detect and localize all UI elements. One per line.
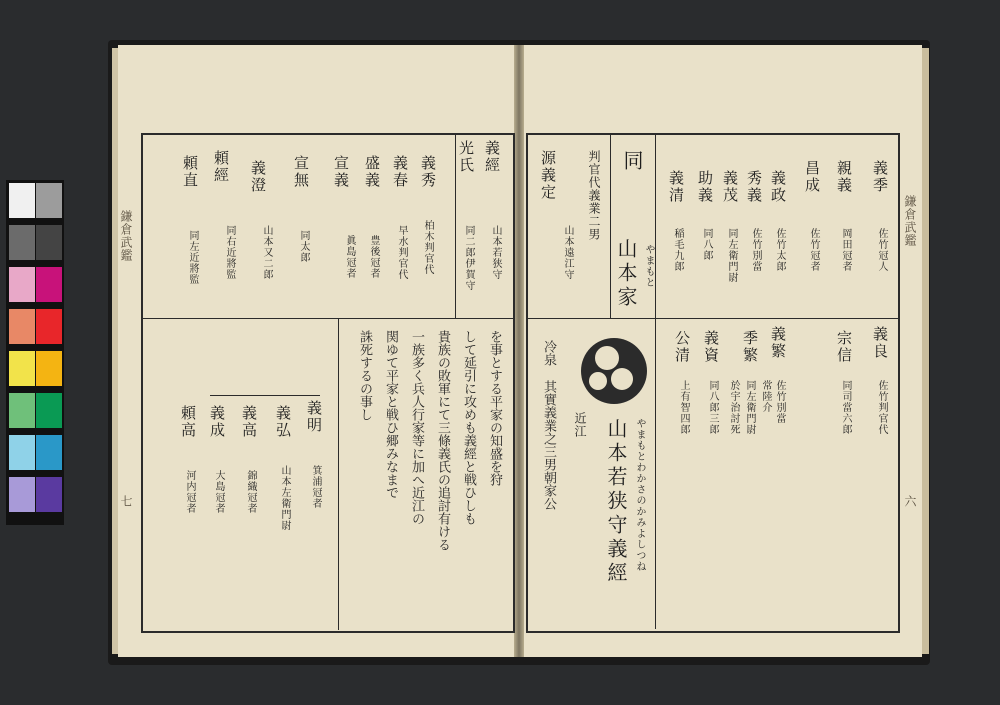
lineage-text: 其實義業之三男朝家公 <box>541 380 556 510</box>
title-3: 早水判官代 <box>396 225 407 280</box>
left-margin-title: 鎌倉武鑑 <box>119 210 133 262</box>
narrative-line-4: 関ゆて平家と戦ひ郷みなまで <box>383 330 398 499</box>
r2title-4: 同左衛門尉 <box>744 380 755 435</box>
name-yoshitaka: 義高 <box>240 405 258 439</box>
name-yoshihide: 義秀 <box>419 155 437 189</box>
checker-swatch <box>9 351 35 386</box>
r2title-5: 於宇治討死 <box>728 380 739 435</box>
name-moriyoshi: 盛義 <box>363 155 381 189</box>
color-checker <box>6 180 64 525</box>
r2title-3: 常陸介 <box>760 380 771 413</box>
title-0: 山本若狭守 <box>490 225 501 280</box>
rname2-1: 宗信 <box>835 330 853 364</box>
book-spine <box>514 45 524 657</box>
name-yoshizumi: 義澄 <box>249 160 267 194</box>
rname-5: 義茂 <box>721 170 739 204</box>
checker-swatch <box>36 435 62 470</box>
name-mitsuuji: 光氏 <box>457 140 475 174</box>
lord-name: 山本若狭守義經 <box>604 418 628 586</box>
ancestor-title: 山本遠江守 <box>562 225 573 280</box>
checker-swatch <box>9 267 35 302</box>
family-crest <box>581 338 647 404</box>
rname2-4: 義資 <box>702 330 720 364</box>
narrative-line-5: 誅死するの事し <box>357 330 372 421</box>
narrative-line-2: 貴族の敗軍にて三條義氏の追討有ける <box>435 330 450 551</box>
title-8: 同右近將監 <box>224 225 235 280</box>
ancestor-detail: 判官代義業二男 <box>587 150 601 241</box>
rtitle-2: 佐竹冠者 <box>808 228 819 272</box>
name-yoritsune: 頼經 <box>212 150 230 184</box>
name-yoshihiro: 義弘 <box>274 405 292 439</box>
house-reading: やまもと <box>643 244 654 288</box>
rtitle-6: 同八郎 <box>701 228 712 261</box>
right-column-divider-2 <box>610 133 611 319</box>
r2title-1: 同司當六郎 <box>840 380 851 435</box>
rtitle-4: 佐竹別當 <box>750 228 761 272</box>
rtitle-7: 稲毛九郎 <box>672 228 683 272</box>
checker-swatch <box>36 477 62 512</box>
rname-2: 昌成 <box>803 160 821 194</box>
checker-swatch <box>9 393 35 428</box>
title-9: 同左近將監 <box>187 230 198 285</box>
r2title-2: 佐竹別當 <box>774 380 785 424</box>
btitle-2: 錦織冠者 <box>245 470 256 514</box>
name-yoshiaki: 義明 <box>305 400 323 434</box>
checker-swatch <box>9 225 35 260</box>
genealogy-line <box>210 395 320 396</box>
checker-swatch <box>36 393 62 428</box>
left-page-number: 七 <box>119 495 133 508</box>
r2title-6: 同八郎三郎 <box>707 380 718 435</box>
rname-6: 助義 <box>696 170 714 204</box>
title-2: 柏木判官代 <box>422 220 433 275</box>
left-narrative-divider <box>338 318 339 630</box>
title-7: 山本又二郎 <box>261 225 272 280</box>
name-nobumu: 宣無 <box>292 155 310 189</box>
rtitle-3: 佐竹太郎 <box>774 228 785 272</box>
title-1: 同二郎伊賀守 <box>463 225 474 291</box>
title-6: 同太郎 <box>298 230 309 263</box>
name-yoshiharu: 義春 <box>391 155 409 189</box>
left-divider <box>141 318 513 319</box>
btitle-3: 大島冠者 <box>213 470 224 514</box>
r2title-7: 上有智四郎 <box>678 380 689 435</box>
name-yoritaka: 頼高 <box>179 405 197 439</box>
rname-4: 秀義 <box>745 170 763 204</box>
rname2-5: 公清 <box>673 330 691 364</box>
checker-swatch <box>36 351 62 386</box>
lineage-prefix: 冷泉 <box>541 340 556 366</box>
right-column-divider <box>655 133 656 629</box>
province: 近江 <box>573 412 587 438</box>
rtitle-5: 同左衛門尉 <box>726 228 737 283</box>
rtitle-1: 岡田冠者 <box>840 228 851 272</box>
title-4: 豊後冠者 <box>368 235 379 279</box>
name-yoshitsune: 義經 <box>483 140 501 174</box>
right-page-number: 六 <box>903 495 917 508</box>
rname-3: 義政 <box>769 170 787 204</box>
checker-swatch <box>36 309 62 344</box>
btitle-1: 山本左衛門尉 <box>279 465 290 531</box>
rname2-0: 義良 <box>871 326 889 360</box>
right-margin-title: 鎌倉武鑑 <box>903 195 917 247</box>
rname-7: 義清 <box>667 170 685 204</box>
name-nobuyoshi: 宣義 <box>332 155 350 189</box>
checker-swatch <box>9 435 35 470</box>
name-yorinao: 頼直 <box>181 155 199 189</box>
narrative-line-3: 一族多く兵人行家等に加へ近江の <box>409 330 424 525</box>
left-page-frame <box>141 133 515 633</box>
house-name: 山本家 <box>614 238 638 310</box>
checker-swatch <box>36 225 62 260</box>
rtitle-0: 佐竹冠人 <box>876 228 887 272</box>
narrative-line-1: して延引に攻めも義經と戦ひしも <box>461 330 476 525</box>
right-divider <box>526 318 898 319</box>
rname-0: 義季 <box>871 160 889 194</box>
r2title-0: 佐竹判官代 <box>876 380 887 435</box>
btitle-4: 河内冠者 <box>184 470 195 514</box>
rname2-3: 季繁 <box>741 330 759 364</box>
btitle-0: 箕浦冠者 <box>310 465 321 509</box>
checker-swatch <box>9 183 35 218</box>
rname-1: 親義 <box>835 160 853 194</box>
checker-swatch <box>9 477 35 512</box>
checker-swatch <box>36 183 62 218</box>
header-same: 同 <box>620 150 644 174</box>
ancestor-name: 源義定 <box>539 150 557 201</box>
checker-swatch <box>9 309 35 344</box>
rname2-2: 義繁 <box>769 326 787 360</box>
name-yoshinari: 義成 <box>208 405 226 439</box>
left-column-divider <box>455 133 456 319</box>
title-5: 眞島冠者 <box>344 235 355 279</box>
lord-reading: やまもとわかさのかみよしつね <box>634 418 645 572</box>
narrative-line-0: を事とする平家の知盛を狩 <box>487 330 502 486</box>
checker-swatch <box>36 267 62 302</box>
